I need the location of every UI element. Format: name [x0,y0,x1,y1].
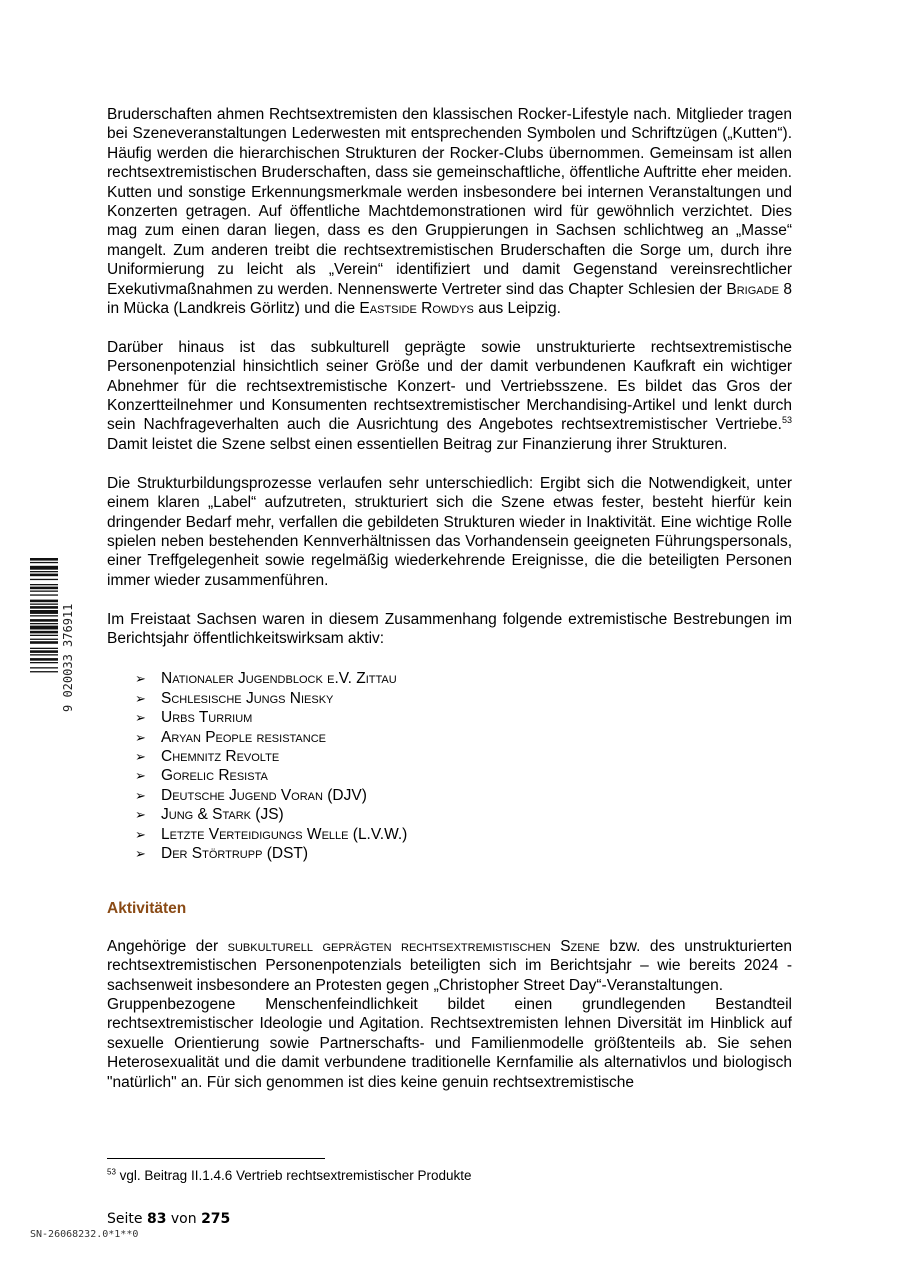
arrow-bullet-icon: ➢ [135,710,146,726]
barcode-bar [30,619,58,622]
barcode-bar [30,558,58,561]
total-pages: 275 [201,1211,231,1227]
barcode-bar [30,639,58,640]
paragraph-freistaat: Im Freistaat Sachsen waren in diesem Zusammenhang folgende extremistische Bestrebungen im Berichtsjahr öffentlichkeitswirksam aktiv: [107,610,792,647]
arrow-bullet-icon: ➢ [135,671,146,687]
barcode-bar [30,566,58,570]
barcode-bar [30,574,58,577]
group-list-item [135,708,792,727]
group-name: Jung & Stark (JS) [161,806,284,824]
barcode-bar [30,600,58,603]
barcode-bar [30,662,58,663]
footnote-text: vgl. Beitrag II.1.4.6 Vertrieb rechtsextremistischer Produkte [115,1168,472,1183]
group-list-item [135,825,792,844]
barcode-bar [30,658,58,661]
page-number [107,1211,230,1227]
paragraph-text: bzw. des unstrukturierten rechtsextremistischen Personenpotenzials beteiligten sich im Berichtsjahr – wie bereits 2024 - sachsenweit insbesondere an Protesten gegen „Christopher Street Day“-Veranstaltungen. [107,937,792,994]
barcode-graphic [30,556,74,712]
footnote [107,1168,797,1184]
paragraph-angehoerige [107,937,792,995]
footnote-ref[interactable]: 53 [781,415,792,426]
arrow-bullet-icon: ➢ [135,748,146,764]
group-name: Der Störtrupp (DST) [161,844,309,862]
group-list-item [135,805,792,824]
barcode-bar [30,641,58,644]
group-list [107,669,792,863]
arrow-bullet-icon: ➢ [135,690,146,706]
barcode-bar [30,623,58,624]
paragraph-menschenfeindlichkeit: Gruppenbezogene Menschenfeindlichkeit bildet einen grundlegenden Bestandteil rechtsextremistischer Ideologie und Agitation. Rechtsextremisten lehnen Diversität im Hinblick auf sexuelle Orientierung sowie Partnerschafts- und Familienmodelle größtenteils ab. Sie sehen Heterosexualität und die damit verbundene traditionelle Kernfamilie als alternativlos und biologisch "natürlich" an. Für sich genommen ist dies keine genuin rechtsextremistische [107,996,792,1091]
paragraph-text: 8 in Mücka (Landkreis Görlitz) und die [107,280,792,318]
group-name: Letzte Verteidigungs Welle (L.V.W.) [161,825,408,843]
section-heading-aktivitaeten: Aktivitäten [107,900,187,918]
barcode-bar [30,650,58,653]
barcode-bar [30,587,58,590]
footnote-divider [107,1158,325,1159]
arrow-bullet-icon: ➢ [135,787,146,803]
barcode-digits: 9 020033 376911 [61,603,74,712]
group-name: Nationaler Jugendblock e.V. Zittau [161,670,397,688]
group-list-item [135,766,792,785]
barcode-bar [30,604,58,605]
group-list-item [135,786,792,805]
serial-number: SN-26068232.0*1**0 [30,1229,139,1240]
barcode-bar [30,571,58,572]
barcode-bar [30,667,58,668]
document-body [107,105,792,1092]
arrow-bullet-icon: ➢ [135,826,146,842]
group-list-item [135,689,792,708]
group-name: Deutsche Jugend Voran (DJV) [161,786,367,804]
group-list-item [135,844,792,863]
barcode-bar [30,610,58,614]
term-subkulturelle-szene: subkulturell geprägten rechtsextremistischen Szene [227,937,600,955]
group-name: Urbs Turrium [161,709,253,727]
arrow-bullet-icon: ➢ [135,768,146,784]
arrow-bullet-icon: ➢ [135,729,146,745]
paragraph-text: Angehörige der [107,937,228,955]
paragraph-text: aus Leipzig. [473,300,561,318]
group-list-item [135,747,792,766]
group-list-item [135,669,792,688]
barcode-bar [30,631,58,634]
barcode-bar [30,562,58,563]
paragraph-personenpotenzial [107,338,792,454]
group-name: Gorelic Resista [161,767,268,785]
group-name: Aryan People resistance [161,728,326,746]
org-name-eastside-rowdys: Eastside Rowdys [359,300,474,318]
group-list-item [135,728,792,747]
footnote-number: 53 [107,1167,116,1177]
barcode-bar [30,591,58,592]
barcode-bar [30,584,58,585]
paragraph-text: Darüber hinaus ist das subkulturell geprägte sowie unstrukturierte rechtsextremistische Personenpotenzial hinsichtlich seiner Größe und der damit verbundenen Kaufkraft ein wichtiger Abnehmer für die rechtsextremistische Konzert- und Vertriebsszene. Es bildet das Gros der Konzertteilnehmer und Konsumenten rechtsextremistischer Merchandising-Artikel und lenkt durch sein Nachfrageverhalten auch die Ausrichtung des Angebotes rechtsextremistischer Vertriebe. [107,338,792,434]
group-name: Chemnitz Revolte [161,747,280,765]
barcode-bar [30,579,58,580]
barcode-bar [30,606,58,609]
barcode-bar [30,648,58,649]
barcode-bar [30,594,58,595]
paragraph-text: Bruderschaften ahmen Rechtsextremisten den klassischen Rocker-Lifestyle nach. Mitglieder tragen bei Szeneveranstaltungen Lederwesten mit entsprechenden Symbolen und Schriftzügen („Kutten“). Häufig werden die hierarchischen Strukturen der Rocker-Clubs übernommen. Gemeinsam ist allen rechtsextremistischen Bruderschaften, dass sie gemeinschaftliche, öffentliche Auftritte eher meiden. Kutten und sonstige Erkennungsmerkmale werden insbesondere bei internen Veranstaltungen und Konzerten getragen. Auf öffentliche Machtdemonstrationen wird für gewöhnlich verzichtet. Dies mag zum einen daran liegen, dass es den Gruppierungen in Sachsen schlichtweg an „Masse“ mangelt. Zum anderen treibt die rechtsextremistischen Bruderschaften die Sorge um, durch ihre Uniformierung zu leicht als „Verein“ identifiziert und damit Gegenstand vereinsrechtlicher Exekutivmaßnahmen zu werden. Nennenswerte Vertreter sind das Chapter Schlesien der [107,106,792,298]
arrow-bullet-icon: ➢ [135,807,146,823]
arrow-bullet-icon: ➢ [135,845,146,861]
current-page: 83 [146,1211,167,1227]
paragraph-bruderschaften [107,105,792,318]
paragraph-text: Damit leistet die Szene selbst einen essentiellen Beitrag zur Finanzierung ihrer Strukturen. [107,435,728,453]
barcode [30,556,74,712]
barcode-bar [30,615,58,616]
of-label: von [166,1211,202,1227]
group-name: Schlesische Jungs Niesky [161,689,334,707]
org-name-brigade: Brigade [726,280,779,298]
barcode-bar [30,626,58,630]
barcode-bar [30,671,58,672]
barcode-bar [30,654,58,655]
page-label: Seite [107,1211,147,1227]
paragraph-strukturbildung: Die Strukturbildungsprozesse verlaufen sehr unterschiedlich: Ergibt sich die Notwendigkeit, unter einem klaren „Label“ aufzutreten, strukturiert sich die Szene etwas fester, besteht hierfür kein dringender Bedarf mehr, verfallen die gebildeten Strukturen wieder in Inaktivität. Eine wichtige Rolle spielen neben bestehenden Kennverhältnissen das Vorhandensein geeigneten Führungspersonals, einer Treffgelegenheit sowie regelmäßig wiederkehrende Ereignisse, die die beteiligten Personen immer wieder zusammenführen. [107,474,792,589]
barcode-bar [30,635,58,636]
